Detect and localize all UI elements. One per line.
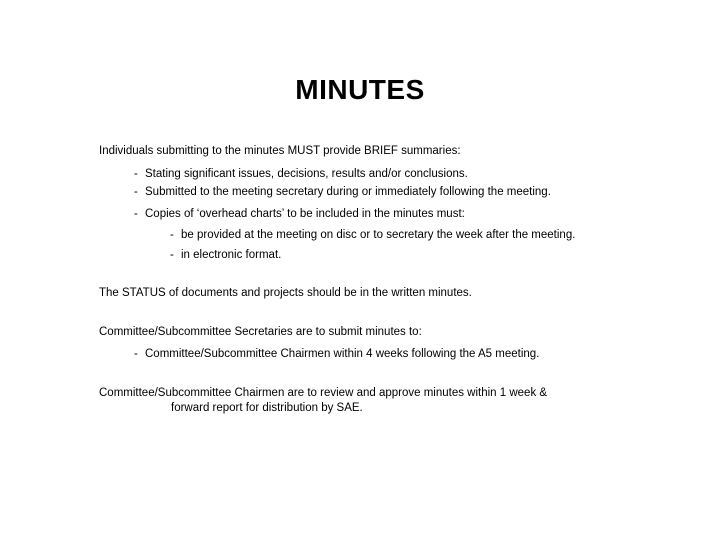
bullet-dash: -: [134, 348, 138, 360]
bullet-dash: -: [170, 229, 174, 241]
bullet-item-copies: [134, 207, 465, 221]
bullet-item-significant-issues: [134, 167, 468, 181]
bullet-dash: -: [134, 208, 138, 220]
bullet-dash: -: [134, 186, 138, 198]
bullet-text: Stating significant issues, decisions, results and/or conclusions.: [145, 168, 468, 180]
bullet-text: Copies of ‘overhead charts’ to be included in the minutes must:: [145, 208, 465, 220]
bullet-dash: -: [134, 168, 138, 180]
bullet-dash: -: [170, 249, 174, 261]
sub-bullet-item-electronic: [170, 248, 281, 262]
intro-text: Individuals submitting to the minutes MUST provide BRIEF summaries:: [99, 145, 461, 157]
bullet-text: Committee/Subcommittee Chairmen within 4 weeks following the A5 meeting.: [145, 348, 540, 360]
page-title: MINUTES: [295, 74, 425, 105]
sub-bullet-item-disc: [170, 228, 575, 242]
status-text: The STATUS of documents and projects should be in the written minutes.: [99, 287, 472, 299]
chairmen-text-line1: Committee/Subcommittee Chairmen are to review and approve minutes within 1 week &: [99, 387, 548, 399]
chairmen-text-line2: forward report for distribution by SAE.: [171, 402, 363, 414]
bullet-text: in electronic format.: [181, 249, 282, 261]
bullet-item-submitted: [134, 185, 551, 199]
bullet-text: be provided at the meeting on disc or to secretary the week after the meeting.: [181, 229, 576, 241]
secretaries-text: Committee/Subcommittee Secretaries are to submit minutes to:: [99, 326, 422, 338]
bullet-item-chairmen-deadline: [134, 347, 539, 361]
bullet-text: Submitted to the meeting secretary during or immediately following the meeting.: [145, 186, 551, 198]
